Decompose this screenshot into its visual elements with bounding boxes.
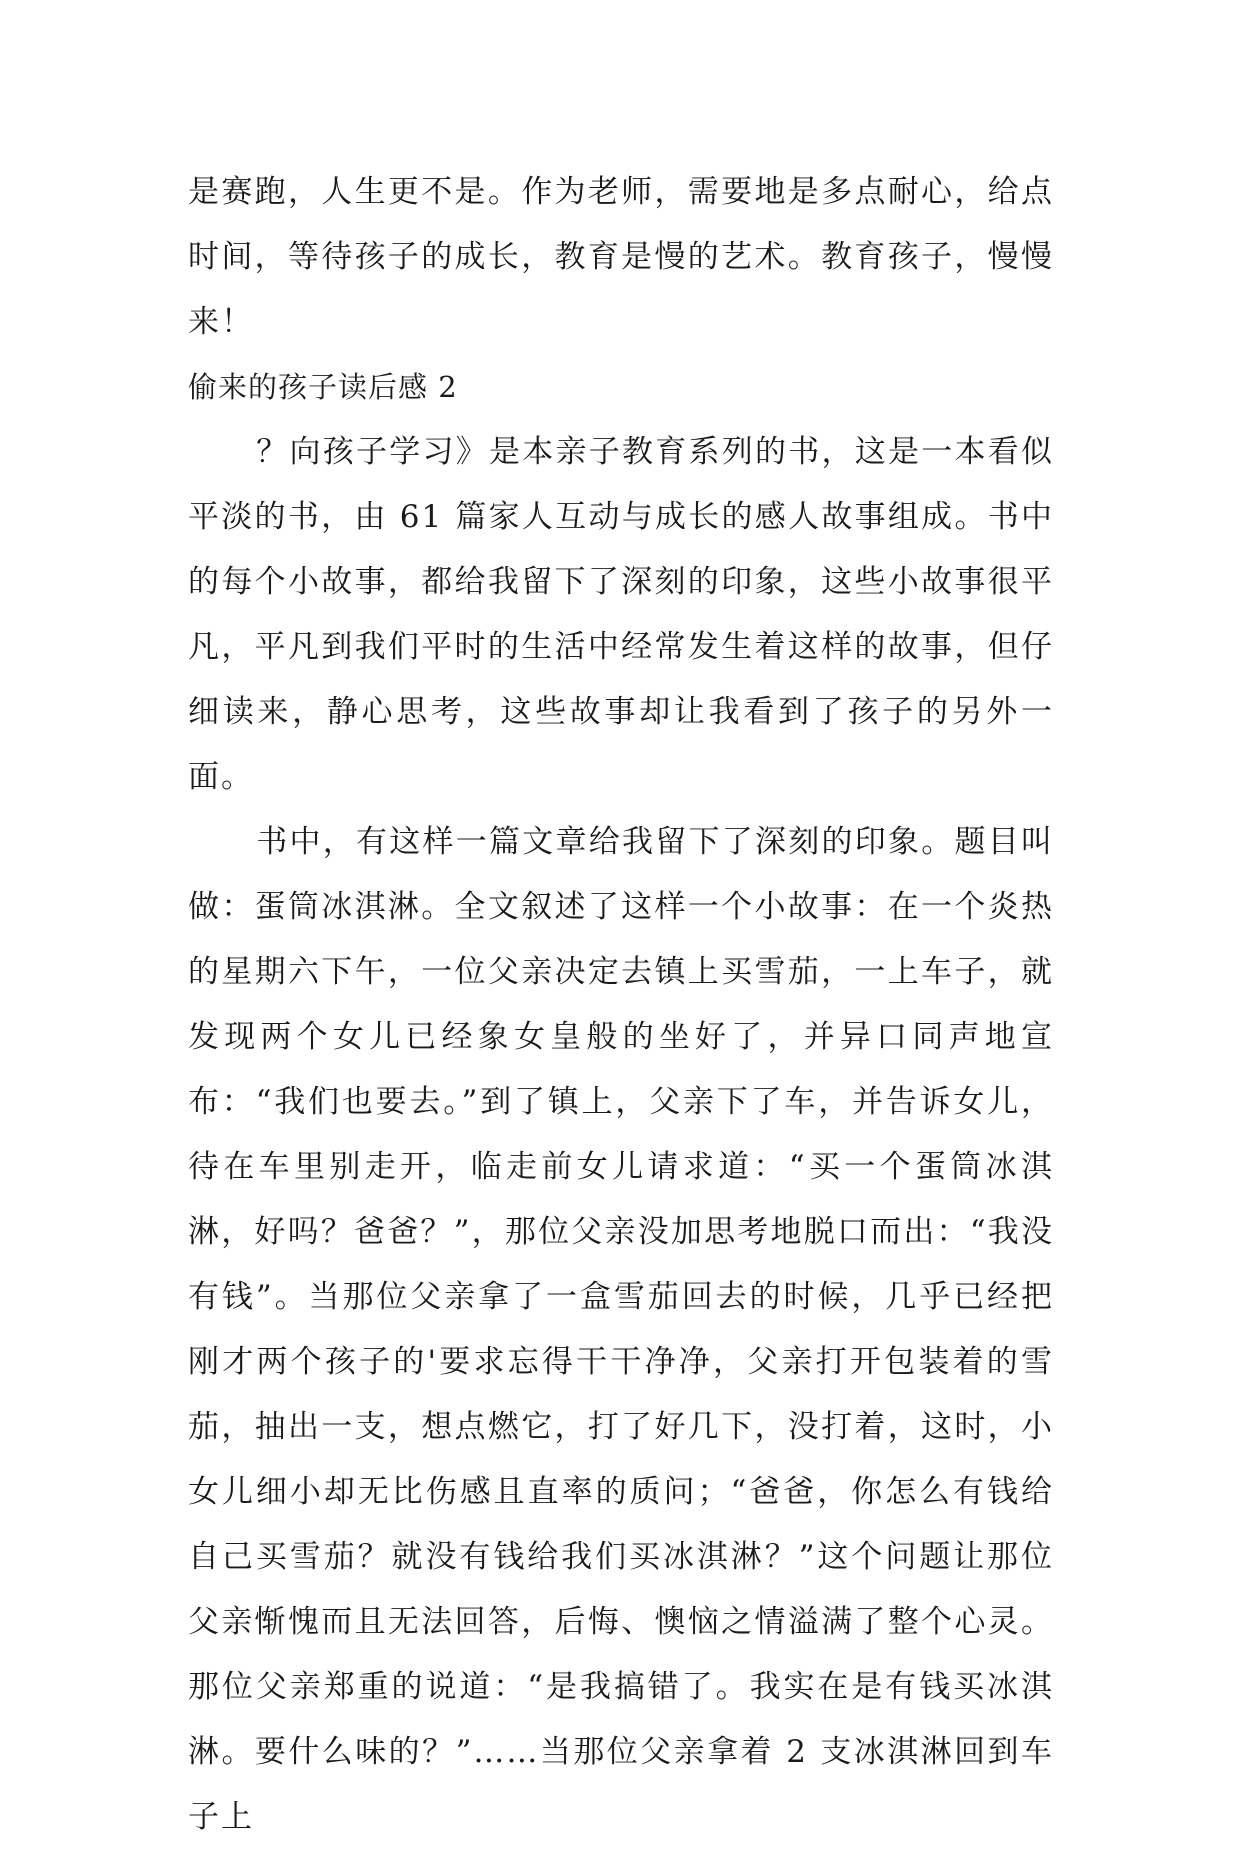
paragraph-story: 书中，有这样一篇文章给我留下了深刻的印象。题目叫做：蛋筒冰淇淋。全文叙述了这样一个小故事：在一个炎热的星期六下午，一位父亲决定去镇上买雪茄，一上车子，就发现两个女儿已经象女皇般的坐好了，并异口同声地宣布：“我们也要去。”到了镇上，父亲下了车，并告诉女儿，待在车里别走开，临走前女儿请求道：“买一个蛋筒冰淇淋，好吗？爸爸？”，那位父亲没加思考地脱口而出：“我没有钱”。当那位父亲拿了一盒雪茄回去的时候，几乎已经把刚才两个孩子的'要求忘得干干净净，父亲打开包装着的雪茄，抽出一支，想点燃它，打了好几下，没打着，这时，小女儿细小却无比伤感且直率的质问；“爸爸，你怎么有钱给自己买雪茄？就没有钱给我们买冰淇淋？”这个问题让那位父亲惭愧而且无法回答，后悔、懊恼之情溢满了整个心灵。那位父亲郑重的说道：“是我搞错了。我实在是有钱买冰淇淋。要什么味的？”……当那位父亲拿着 2 支冰淇淋回到车子上 xyxy=(188,824,1054,1835)
document-body xyxy=(188,160,1054,1850)
section-title: 偷来的孩子读后感 2 xyxy=(188,370,458,404)
paragraph-intro: ？向孩子学习》是本亲子教育系列的书，这是一本看似平淡的书，由 61 篇家人互动与成长的感人故事组成。书中的每个小故事，都给我留下了深刻的印象，这些小故事很平凡，平凡到我们平时的生活中经常发生着这样的故事，但仔细读来，静心思考，这些故事却让我看到了孩子的另外一面。 xyxy=(188,434,1054,795)
paragraph-continuation: 是赛跑，人生更不是。作为老师，需要地是多点耐心，给点时间，等待孩子的成长，教育是慢的艺术。教育孩子，慢慢来！ xyxy=(188,174,1054,340)
